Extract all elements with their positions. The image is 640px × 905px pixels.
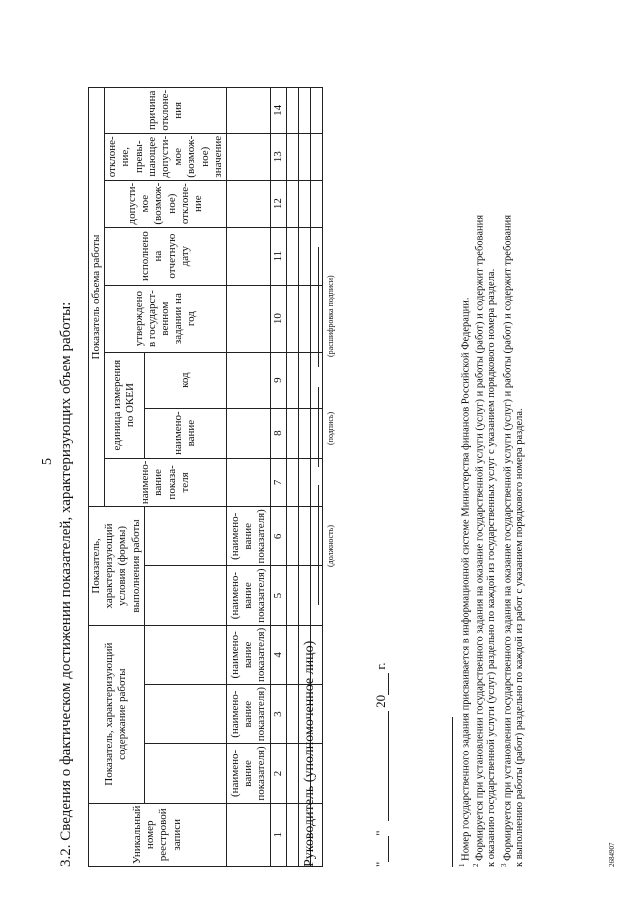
caption-signature: (подпись) bbox=[326, 411, 335, 445]
header-unit-code: код bbox=[144, 352, 226, 408]
column-number: 9 bbox=[270, 352, 286, 408]
subheader-name: (наимено-вание показателя) bbox=[226, 625, 270, 684]
header-content: Показатель, характеризующий содержание работы bbox=[89, 625, 145, 803]
position-line bbox=[318, 485, 319, 605]
date-year-suffix: г. bbox=[373, 662, 388, 670]
footnote-3-cont: к выполнению работы (работ) раздельно по каждой из работ с указанием порядкового номера раздела. bbox=[514, 408, 525, 867]
header-unique-number: Уникальный номер реестровой записи bbox=[89, 803, 227, 866]
head-label: Руководитель (уполномоченное лицо) bbox=[302, 640, 317, 867]
column-number: 8 bbox=[270, 408, 286, 458]
subheader-name: (наимено-вание показателя) bbox=[226, 507, 270, 566]
section-title: 3.2. Сведения о фактическом достижении показателей, характеризующих объем работы: bbox=[58, 301, 74, 867]
header-volume: Показатель объема работы bbox=[89, 87, 105, 506]
decode-line bbox=[318, 247, 319, 367]
column-number: 13 bbox=[270, 133, 286, 180]
page-number: 5 bbox=[40, 458, 55, 465]
subheader-name: (наимено-вание показателя) bbox=[226, 744, 270, 803]
column-number: 5 bbox=[270, 566, 286, 625]
footnote-2: $^2$ Формируется при установлении государственного задания на оказание государственной услуги (услуг) и работы (работ) и содержит требования bbox=[472, 214, 486, 867]
column-number: 12 bbox=[270, 180, 286, 227]
signature-date bbox=[373, 663, 389, 868]
document-code: 2684907 bbox=[608, 842, 616, 867]
caption-decode: (расшифровка подписи) bbox=[326, 275, 335, 357]
column-number: 10 bbox=[270, 285, 286, 352]
column-number: 7 bbox=[270, 458, 286, 507]
date-year-prefix: 20 bbox=[373, 694, 388, 708]
header-indicator-name: наимено-вание показа-теля bbox=[105, 458, 227, 507]
header-tolerance: допусти-мое (возмож-ное) отклоне-ние bbox=[105, 180, 227, 227]
date-quote-close: " bbox=[373, 830, 388, 836]
footnote-3: $^3$ Формируется при установлении государственного задания на оказание государственной услуги (услуг) и работы (работ) и содержит требования bbox=[500, 214, 514, 867]
subheader-name: (наимено-вание показателя) bbox=[226, 685, 270, 744]
column-numbers-row bbox=[270, 87, 286, 866]
caption-position: (должность) bbox=[326, 525, 335, 567]
header-conditions: Показатель, характеризующий условия (формы) выполнения работы bbox=[89, 507, 145, 626]
signature-line bbox=[318, 387, 319, 467]
header-unit-name: наимено-вание bbox=[144, 408, 226, 458]
column-number: 1 bbox=[270, 803, 286, 866]
header-executed: исполнено на отчетную дату bbox=[105, 227, 227, 285]
header-reason: причина отклоне-ния bbox=[105, 87, 227, 133]
column-number: 6 bbox=[270, 507, 286, 566]
header-unit: единица измерения по ОКЕИ bbox=[105, 352, 145, 458]
date-quote-open: " bbox=[373, 861, 388, 867]
header-deviation: отклоне-ние, превы-шающее допусти-мое (возмож-ное) значение bbox=[105, 133, 227, 180]
footnote-2-cont: к оказанию государственной услуги (услуг) раздельно по каждой из государственных услуг с указанием порядкового номера раздела. bbox=[486, 268, 497, 867]
column-number: 3 bbox=[270, 685, 286, 744]
column-number: 4 bbox=[270, 625, 286, 684]
footnote-separator bbox=[452, 717, 453, 867]
column-number: 14 bbox=[270, 87, 286, 133]
footnote-1: $^1$ Номер государственного задания присваивается в информационной системе Министерства финансов Российской Федерации. bbox=[458, 297, 472, 867]
subheader-name: (наимено-вание показателя) bbox=[226, 566, 270, 625]
header-approved: утверждено в государст-венном задании на год bbox=[105, 285, 227, 352]
column-number: 11 bbox=[270, 227, 286, 285]
table-row bbox=[287, 87, 299, 866]
volume-indicators-table bbox=[88, 87, 323, 867]
column-number: 2 bbox=[270, 744, 286, 803]
